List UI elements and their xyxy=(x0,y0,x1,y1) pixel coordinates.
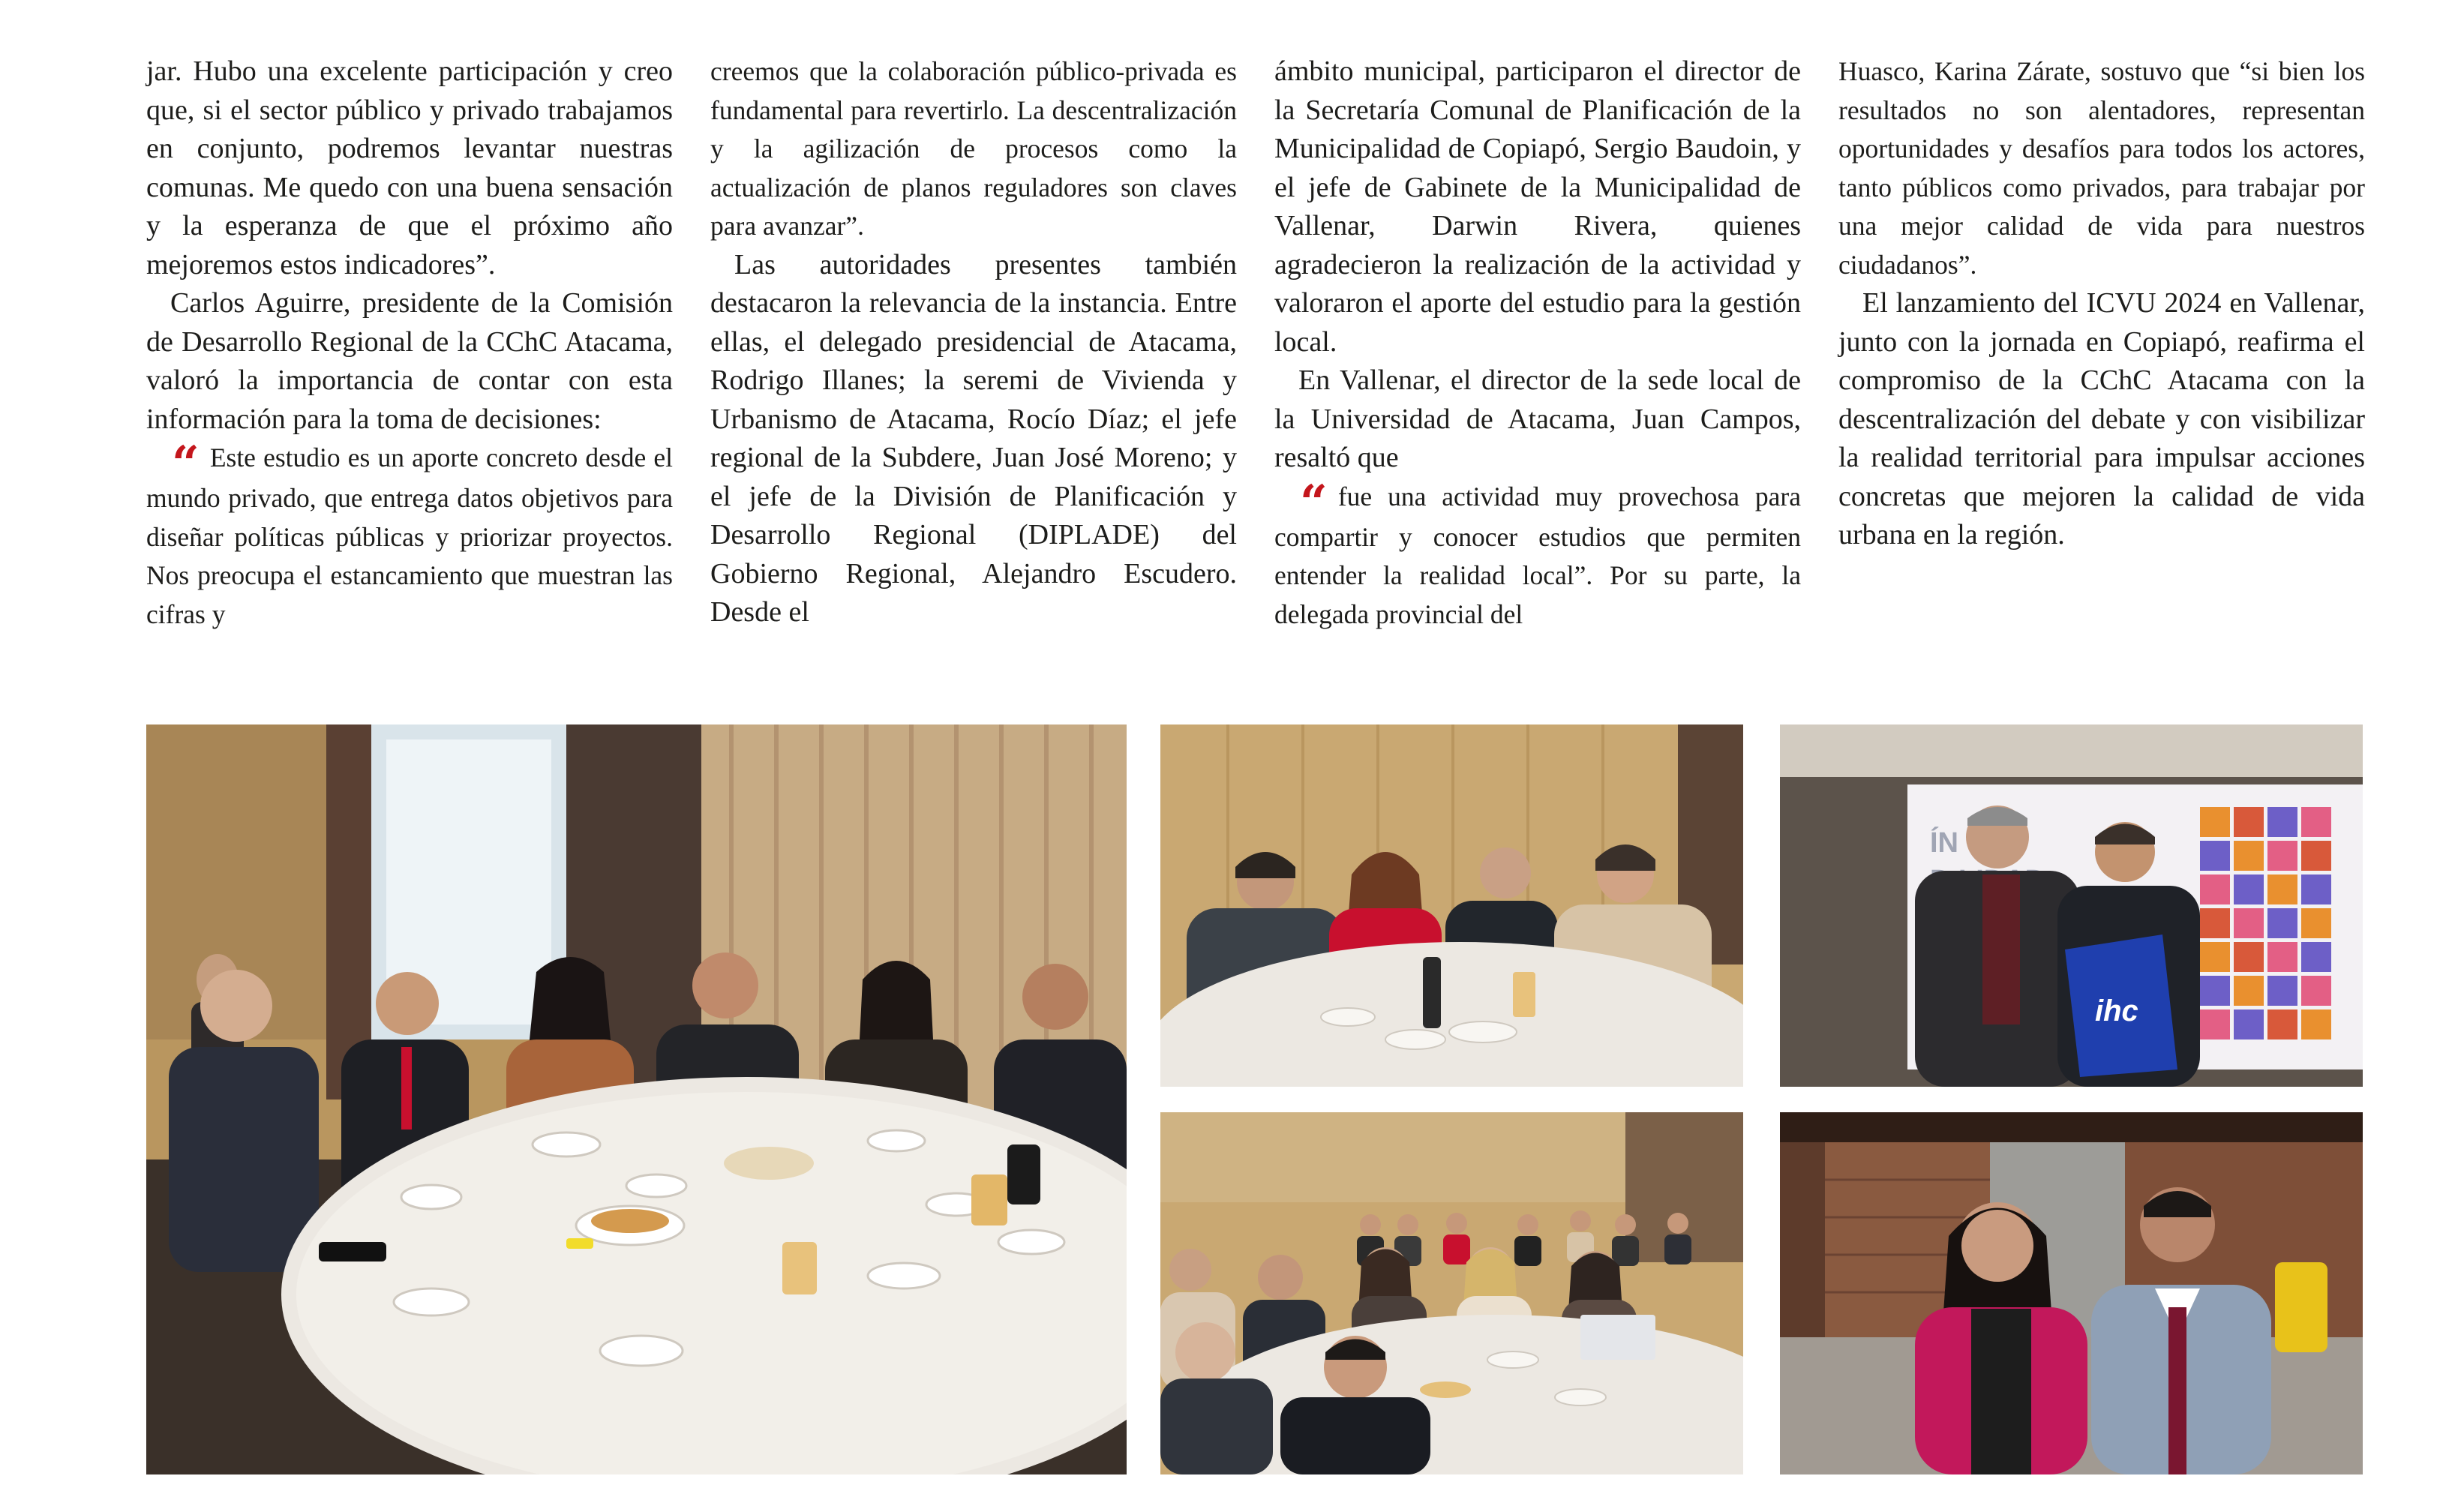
col3-paragraph-2: En Vallenar, el director de la sede local de la Universidad de Atacama, Juan Campos, resaltó que xyxy=(1274,364,1801,473)
projection-text-line-1: ÍN xyxy=(1930,827,1958,859)
col1-quote xyxy=(146,436,673,634)
col3-paragraph-1: ámbito municipal, participaron el director de la Secretaría Comunal de Planificación de la Municipalidad de Copiapó, Sergio Baudoin, y el jefe de Gabinete de la Municipalidad de Vallenar, Darwin Rivera, quienes agradecieron la realización de la actividad y valoraron el aporte del estudio para la gestión local. xyxy=(1274,56,1801,358)
photo-audience-illustration xyxy=(1160,1112,1743,1474)
photo-four-attendees-illustration xyxy=(1160,724,1743,1087)
col4-paragraph-1: Huasco, Karina Zárate, sostuvo que “si bien los resultados no son alentadores, representan oportunidades y desafíos para todos los actores, tanto públicos como privados, para trabajar por una mejor calidad de vida para nuestros ciudadanos”. xyxy=(1838,56,2365,280)
column-3 xyxy=(1274,52,1801,634)
col1-paragraph-2: Carlos Aguirre, presidente de la Comisión de Desarrollo Regional de la CChC Atacama, valoró la importancia de contar con esta información para la toma de decisiones: xyxy=(146,287,673,435)
col1-quote-text: Este estudio es un aporte concreto desde el mundo privado, que entrega datos objetivos para diseñar políticas públicas y priorizar proyectos. Nos preocupa el estancamiento que muestran las cifras y xyxy=(146,442,673,629)
photo-two-attendees-illustration xyxy=(1780,1112,2363,1474)
photo-round-table-illustration xyxy=(146,724,1127,1474)
col3-quote-text: fue una actividad muy provechosa para compartir y conocer estudios que permiten entender la realidad local”. Por su parte, la delegada provincial del xyxy=(1274,481,1801,629)
quote-mark-icon: “ xyxy=(1300,474,1328,531)
column-2 xyxy=(710,52,1237,632)
photo-two-attendees-outdoor xyxy=(1780,1112,2363,1474)
photo-presentation-illustration xyxy=(1780,724,2363,1087)
bag-logo: ihc xyxy=(2095,994,2138,1028)
col2-paragraph-1: creemos que la colaboración público-privada es fundamental para revertirlo. La descentralización y la agilización de procesos como la actualización de planos reguladores son claves para avanzar”. xyxy=(710,56,1237,241)
column-4 xyxy=(1838,52,2365,555)
col2-paragraph-2: Las autoridades presentes también destacaron la relevancia de la instancia. Entre ellas, el delegado presidencial de Atacama, Rodrigo Illanes; la seremi de Vivienda y Urbanismo de Atacama, Rocío Díaz; el jefe regional de la Subdere, Juan José Moreno; y el jefe de la División de Planificación y Desarrollo Regional (DIPLADE) del Gobierno Regional, Alejandro Escudero. Desde el xyxy=(710,248,1237,628)
photo-audience-room xyxy=(1160,1112,1743,1474)
column-1 xyxy=(146,52,673,634)
photo-presentation-icvu xyxy=(1780,724,2363,1087)
photo-four-attendees xyxy=(1160,724,1743,1087)
quote-mark-icon: “ xyxy=(172,436,200,492)
col1-paragraph-1: jar. Hubo una excelente participación y creo que, si el sector público y privado trabajamos en conjunto, podremos levantar nuestras comunas. Me quedo con una buena sensación y la esperanza de que el próximo año mejoremos estos indicadores”. xyxy=(146,56,673,280)
col3-quote xyxy=(1274,474,1801,634)
photo-round-table-copiapo xyxy=(146,724,1127,1474)
col4-paragraph-2: El lanzamiento del ICVU 2024 en Vallenar, junto con la jornada en Copiapó, reafirma el compromiso de la CChC Atacama con la descentralización del debate y con visibilizar la realidad territorial para impulsar acciones concretas que mejoren la calidad de vida urbana en la región. xyxy=(1838,287,2365,550)
